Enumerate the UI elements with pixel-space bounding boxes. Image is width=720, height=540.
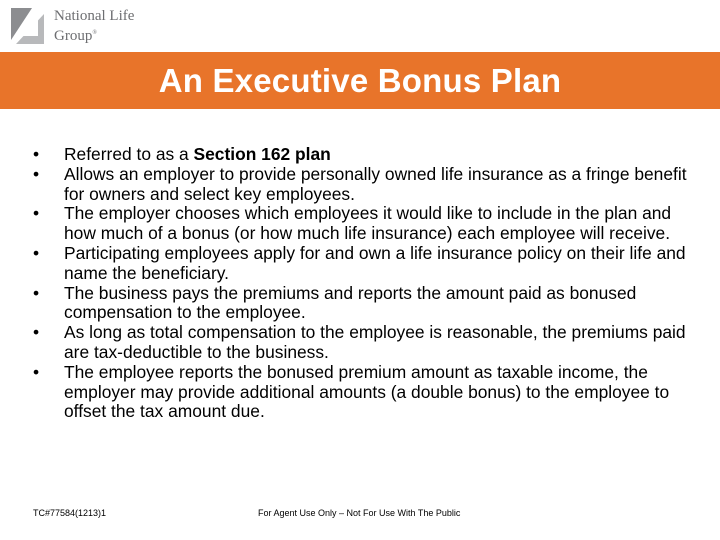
bullet-item (30, 165, 702, 205)
company-logo (8, 6, 148, 46)
bullet-item (30, 145, 702, 165)
title-bar (0, 52, 720, 109)
bullet-marker: • (32, 242, 40, 263)
bullet-marker: • (32, 144, 40, 164)
registered-mark: ® (92, 30, 97, 36)
bullet-item (30, 244, 702, 284)
bullet-text: The business pays the premiums and reports the amount paid as bonused compensation to the employee. (64, 282, 637, 323)
bullet-item (30, 363, 702, 422)
bullet-text: The employer chooses which employees it would like to include in the plan and how much of a bonus (or how much life insurance) each employee will receive. (64, 203, 672, 244)
bullet-marker: • (32, 163, 40, 184)
logo-line-1: National Life (54, 8, 135, 24)
national-life-logo-icon (8, 6, 48, 46)
logo-line-2 (54, 25, 134, 45)
bullet-marker: • (32, 203, 40, 224)
bullet-prefix: Referred to as a (64, 144, 194, 164)
bullet-item (30, 204, 702, 244)
bullet-list (30, 145, 702, 422)
bullet-marker: • (32, 322, 40, 343)
bullet-item (30, 284, 702, 324)
logo-wordmark (54, 8, 134, 45)
bullet-text: The employee reports the bonused premium amount as taxable income, the employer may provide additional amounts (a double bonus) to the employee to offset the tax amount due. (64, 361, 670, 422)
footer-code: TC#77584(1213)1 (33, 508, 107, 518)
bullet-text: Participating employees apply for and own a life insurance policy on their life and name the beneficiary. (64, 242, 686, 283)
bullet-text: Allows an employer to provide personally owned life insurance as a fringe benefit for owners and select key employees. (64, 163, 687, 204)
footer-disclaimer: For Agent Use Only – Not For Use With The Public (258, 508, 461, 518)
bullet-item (30, 323, 702, 363)
bullet-emphasis: Section 162 plan (193, 144, 331, 164)
slide-title: An Executive Bonus Plan (158, 61, 562, 99)
bullet-text: As long as total compensation to the employee is reasonable, the premiums paid are tax-deductible to the business. (64, 322, 686, 362)
bullet-marker: • (32, 282, 40, 303)
logo-line-2-text: Group (54, 28, 93, 44)
bullet-marker: • (32, 361, 40, 382)
